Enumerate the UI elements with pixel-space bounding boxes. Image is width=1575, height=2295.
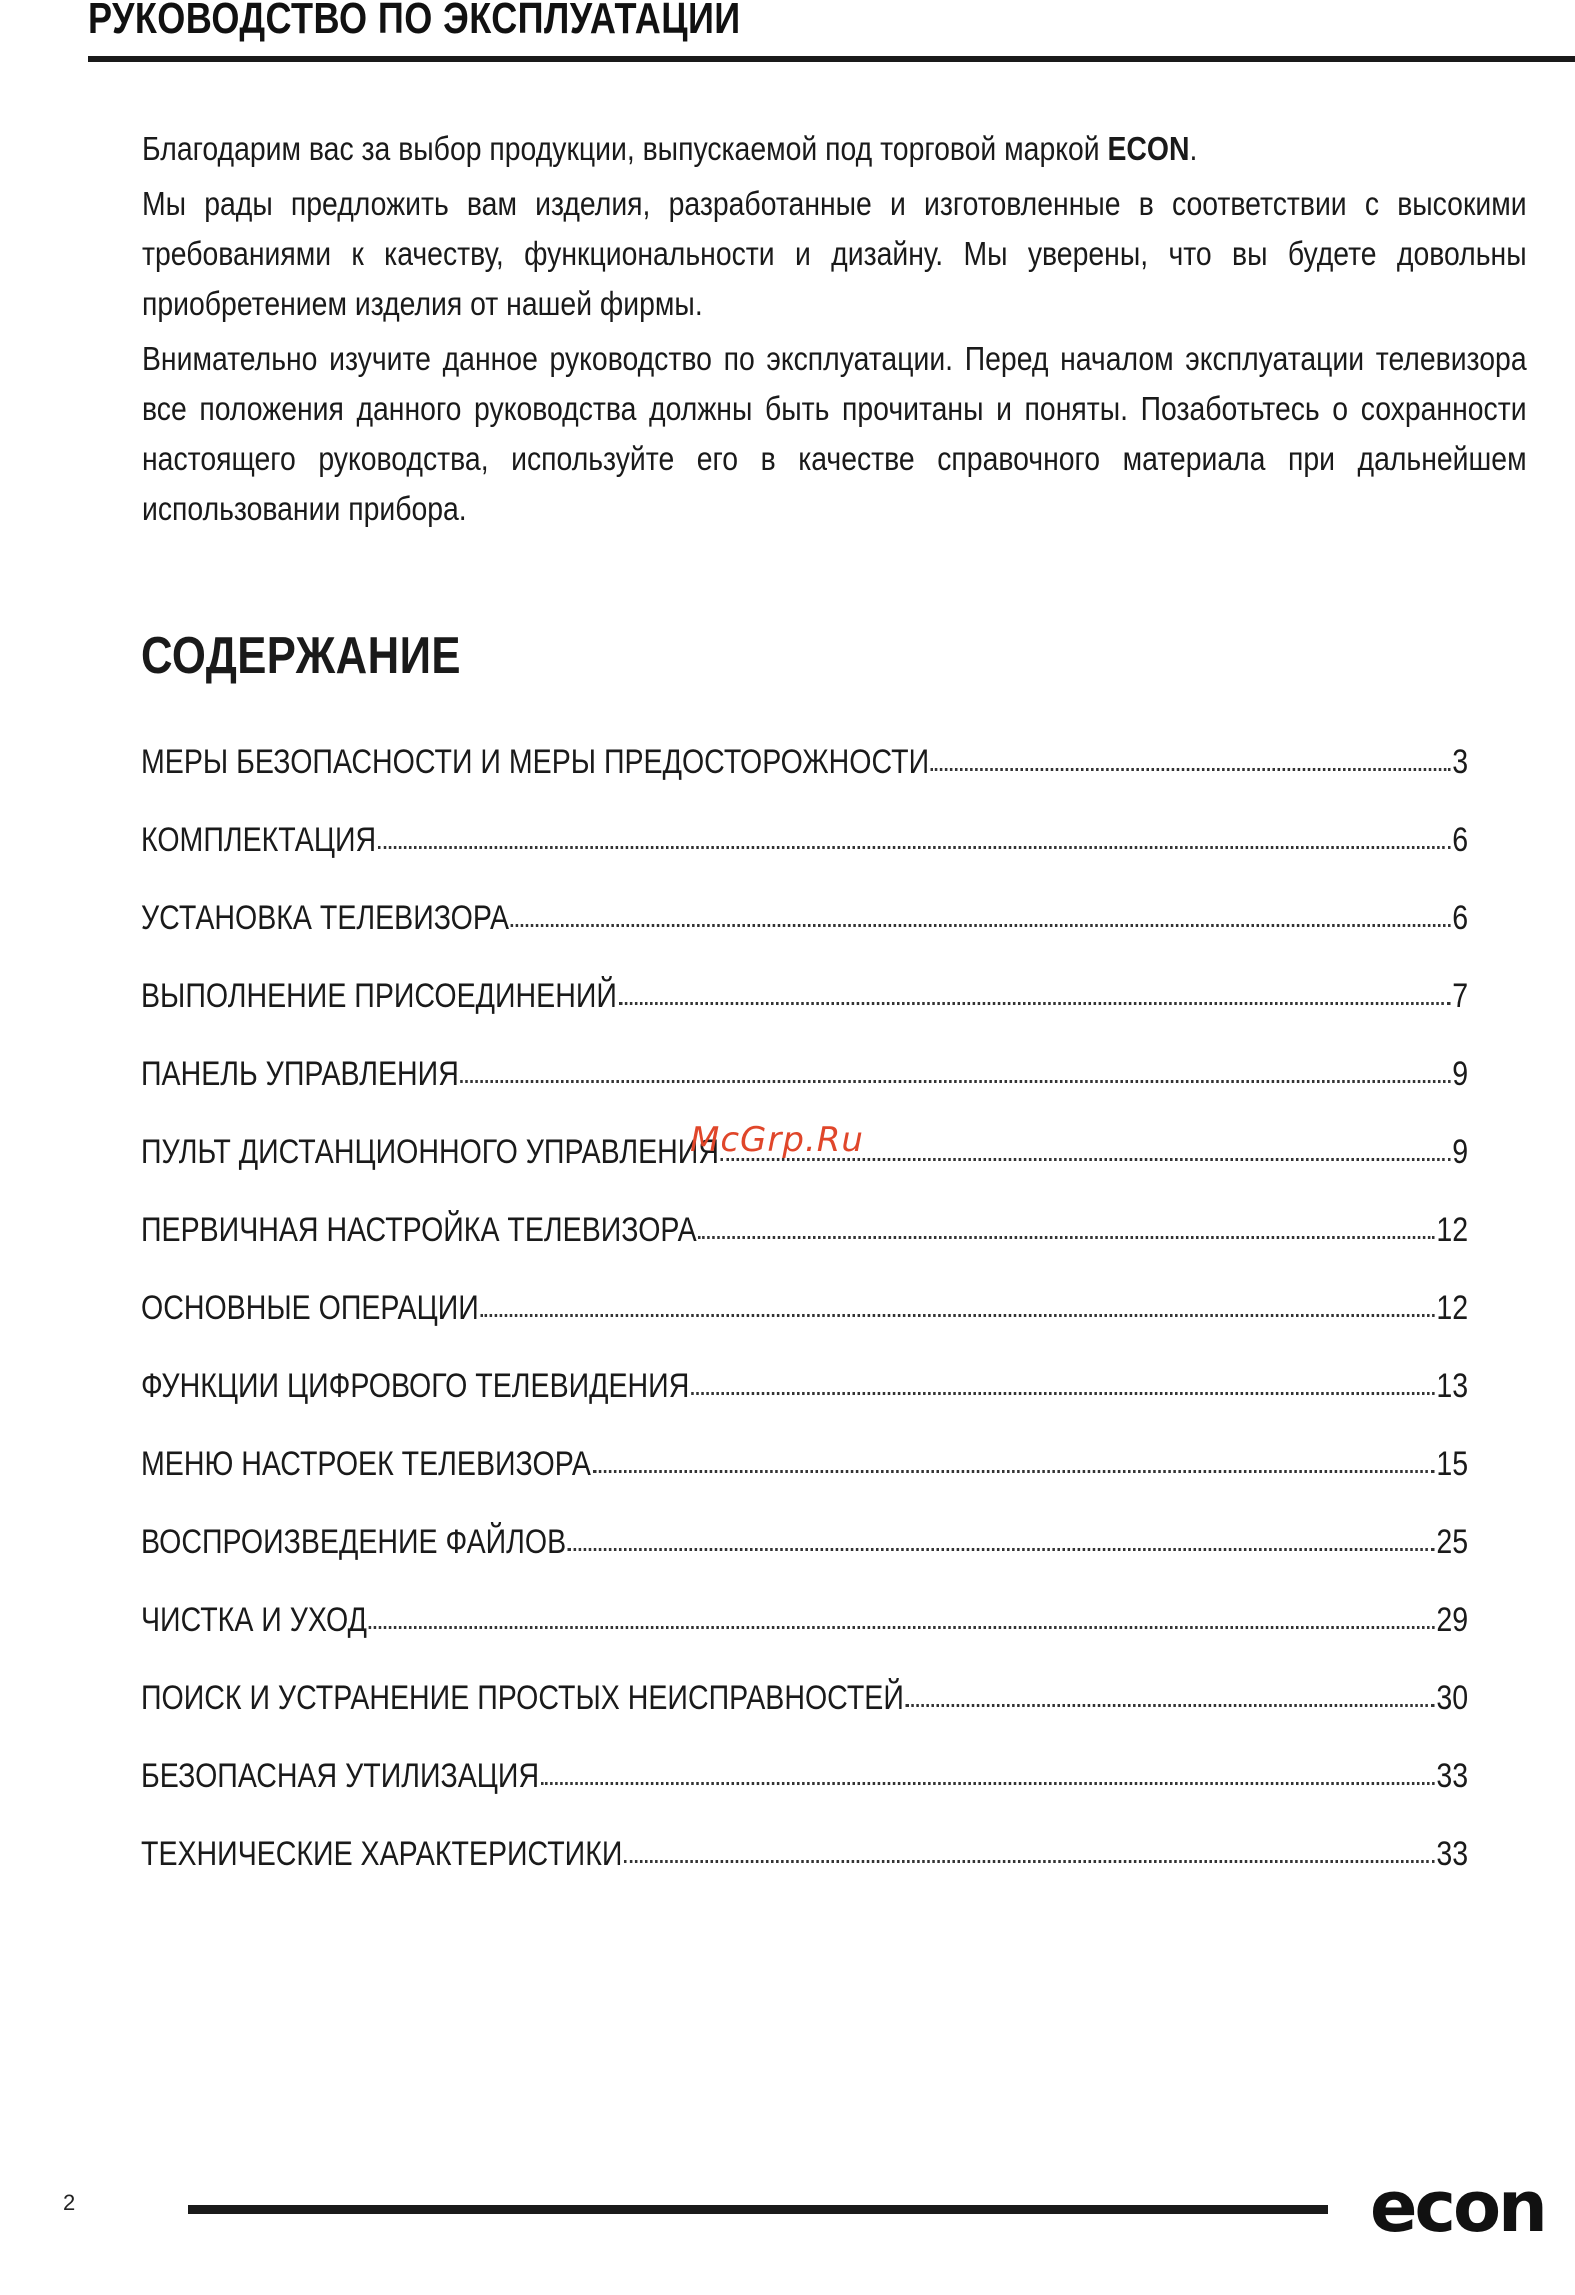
toc-leader-dots bbox=[568, 1547, 1435, 1551]
toc-leader-dots bbox=[541, 1781, 1435, 1785]
toc-entry[interactable] bbox=[141, 1210, 1468, 1288]
toc-entry-page: 12 bbox=[1436, 1211, 1469, 1249]
toc-entry[interactable] bbox=[141, 1366, 1468, 1444]
toc-entry-label: ВОСПРОИЗВЕДЕНИЕ ФАЙЛОВ bbox=[141, 1523, 567, 1561]
toc-entry-label: ТЕХНИЧЕСКИЕ ХАРАКТЕРИСТИКИ bbox=[141, 1835, 623, 1873]
toc-entry-label: ПЕРВИЧНАЯ НАСТРОЙКА ТЕЛЕВИЗОРА bbox=[141, 1211, 697, 1249]
document-title: РУКОВОДСТВО ПО ЭКСПЛУАТАЦИИ bbox=[88, 0, 741, 43]
intro-paragraph-1 bbox=[142, 124, 1527, 174]
toc-entry-page: 33 bbox=[1436, 1835, 1469, 1873]
toc-entry[interactable] bbox=[141, 1756, 1468, 1834]
toc-title: СОДЕРЖАНИЕ bbox=[141, 627, 461, 685]
toc-entry-label: ЧИСТКА И УХОД bbox=[141, 1601, 367, 1639]
toc-leader-dots bbox=[480, 1313, 1434, 1317]
toc-leader-dots bbox=[619, 1001, 1451, 1005]
watermark: McGrp.Ru bbox=[690, 1120, 864, 1160]
toc-entry-page: 33 bbox=[1436, 1757, 1469, 1795]
toc-leader-dots bbox=[461, 1079, 1451, 1083]
brand-name: ECON bbox=[1107, 130, 1190, 167]
toc-entry-page: 13 bbox=[1436, 1367, 1469, 1405]
toc-entry-label: КОМПЛЕКТАЦИЯ bbox=[141, 821, 377, 859]
toc-leader-dots bbox=[624, 1859, 1435, 1863]
toc-entry-page: 6 bbox=[1452, 899, 1469, 937]
econ-logo-text: econ bbox=[1370, 2176, 1545, 2246]
toc-entry-page: 9 bbox=[1452, 1055, 1469, 1093]
econ-logo bbox=[1370, 2176, 1560, 2246]
toc-leader-dots bbox=[698, 1235, 1434, 1239]
toc-entry[interactable] bbox=[141, 1444, 1468, 1522]
toc-entry[interactable] bbox=[141, 1522, 1468, 1600]
toc-entry-label: ПАНЕЛЬ УПРАВЛЕНИЯ bbox=[141, 1055, 459, 1093]
intro-paragraph-2: Мы рады предложить вам изделия, разработанные и изготовленные в соответствии с высокими требованиями к качеству, функциональности и дизайну. Мы уверены, что вы будете довольны приобретением изделия от нашей фирмы. bbox=[142, 185, 1527, 322]
toc-leader-dots bbox=[369, 1625, 1435, 1629]
footer-divider bbox=[188, 2205, 1328, 2214]
toc-entry[interactable] bbox=[141, 1834, 1468, 1912]
toc-leader-dots bbox=[593, 1469, 1435, 1473]
table-of-contents bbox=[141, 742, 1468, 1912]
toc-leader-dots bbox=[691, 1391, 1435, 1395]
toc-leader-dots bbox=[378, 845, 1451, 849]
toc-entry-page: 9 bbox=[1452, 1133, 1469, 1171]
toc-entry[interactable] bbox=[141, 820, 1468, 898]
toc-entry-page: 3 bbox=[1452, 743, 1469, 781]
toc-entry-page: 7 bbox=[1452, 977, 1469, 1015]
toc-entry-label: МЕРЫ БЕЗОПАСНОСТИ И МЕРЫ ПРЕДОСТОРОЖНОСТИ bbox=[141, 743, 930, 781]
toc-entry[interactable] bbox=[141, 742, 1468, 820]
toc-entry-label: БЕЗОПАСНАЯ УТИЛИЗАЦИЯ bbox=[141, 1757, 540, 1795]
intro-p1-text: Благодарим вас за выбор продукции, выпускаемой под торговой маркой bbox=[142, 130, 1108, 167]
toc-entry-page: 25 bbox=[1436, 1523, 1469, 1561]
toc-entry[interactable] bbox=[141, 1678, 1468, 1756]
toc-entry-label: ВЫПОЛНЕНИЕ ПРИСОЕДИНЕНИЙ bbox=[141, 977, 617, 1015]
toc-entry-page: 15 bbox=[1436, 1445, 1469, 1483]
toc-entry[interactable] bbox=[141, 898, 1468, 976]
toc-leader-dots bbox=[931, 767, 1451, 771]
intro-p1-end: . bbox=[1189, 130, 1198, 167]
toc-entry-label: ФУНКЦИИ ЦИФРОВОГО ТЕЛЕВИДЕНИЯ bbox=[141, 1367, 690, 1405]
toc-entry[interactable] bbox=[141, 1288, 1468, 1366]
toc-leader-dots bbox=[511, 923, 1451, 927]
toc-entry-label: УСТАНОВКА ТЕЛЕВИЗОРА bbox=[141, 899, 510, 937]
toc-entry-page: 6 bbox=[1452, 821, 1469, 859]
toc-entry[interactable] bbox=[141, 1600, 1468, 1678]
toc-leader-dots bbox=[906, 1703, 1435, 1707]
header-divider bbox=[88, 56, 1575, 62]
toc-entry[interactable] bbox=[141, 976, 1468, 1054]
toc-entry-label: ПОИСК И УСТРАНЕНИЕ ПРОСТЫХ НЕИСПРАВНОСТЕЙ bbox=[141, 1679, 904, 1717]
intro-paragraph-3: Внимательно изучите данное руководство по эксплуатации. Перед началом эксплуатации телевизора все положения данного руководства должны быть прочитаны и поняты. Позаботьтесь о сохранности настоящего руководства, используйте его в качестве справочного материала при дальнейшем использовании прибора. bbox=[142, 340, 1527, 527]
toc-entry-label: МЕНЮ НАСТРОЕК ТЕЛЕВИЗОРА bbox=[141, 1445, 591, 1483]
toc-entry-page: 29 bbox=[1436, 1601, 1469, 1639]
intro-section bbox=[142, 124, 1527, 539]
page-number: 2 bbox=[63, 2190, 76, 2215]
toc-entry-label: ПУЛЬТ ДИСТАНЦИОННОГО УПРАВЛЕНИЯ bbox=[141, 1133, 719, 1171]
toc-entry-page: 30 bbox=[1436, 1679, 1469, 1717]
toc-entry-label: ОСНОВНЫЕ ОПЕРАЦИИ bbox=[141, 1289, 479, 1327]
toc-entry-page: 12 bbox=[1436, 1289, 1469, 1327]
